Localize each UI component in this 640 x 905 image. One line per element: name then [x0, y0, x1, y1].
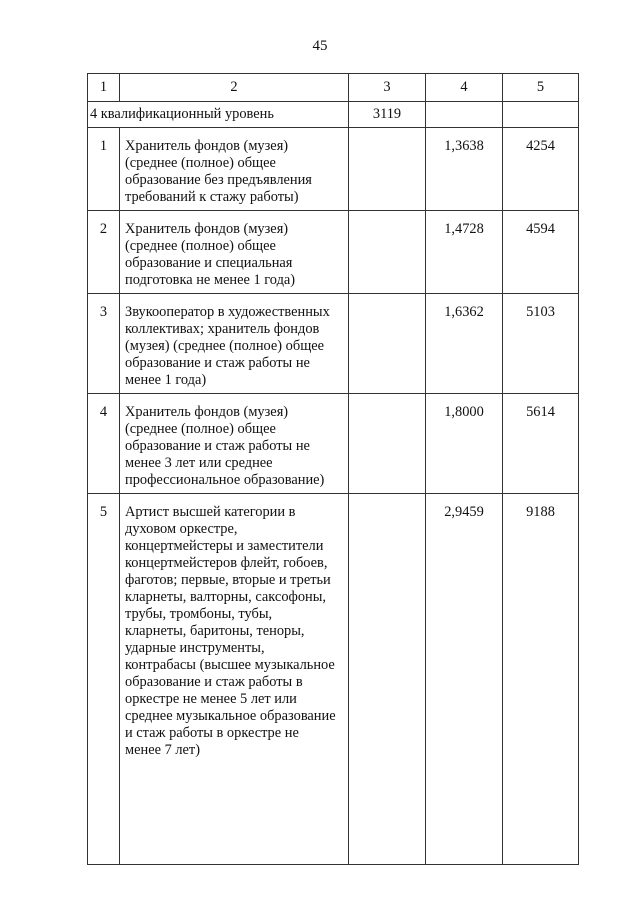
position-description: [120, 211, 349, 294]
code-cell: [349, 494, 426, 865]
description-line: ударные инструменты,: [125, 640, 265, 656]
description-line: (музея) (среднее (полное) общее: [125, 338, 325, 354]
description-line: подготовка не менее 1 года): [125, 272, 296, 288]
page-number: 45: [312, 38, 328, 54]
row-number: 5: [88, 494, 120, 865]
salary-cell: 5614: [503, 394, 579, 494]
empty-cell: [503, 102, 579, 128]
coefficient-cell: 1,6362: [426, 294, 503, 394]
coefficient-cell: 2,9459: [426, 494, 503, 865]
code-cell: [349, 294, 426, 394]
description-line: коллективах; хранитель фондов: [125, 321, 320, 337]
description-line: трубы, тромбоны, тубы,: [125, 606, 273, 622]
row-number: 3: [88, 294, 120, 394]
salary-cell: 5103: [503, 294, 579, 394]
column-header: 2: [120, 74, 349, 102]
position-description: [120, 128, 349, 211]
row-number: 4: [88, 394, 120, 494]
description-line: духовом оркестре,: [125, 521, 238, 537]
description-line: (среднее (полное) общее: [125, 238, 276, 254]
description-line: Хранитель фондов (музея): [125, 138, 289, 154]
description-line: (среднее (полное) общее: [125, 421, 276, 437]
salary-cell: 4594: [503, 211, 579, 294]
column-header: 1: [88, 74, 120, 102]
description-line: менее 3 лет или среднее: [125, 455, 273, 471]
header-row: [88, 74, 579, 102]
position-description: [120, 294, 349, 394]
description-line: оркестре не менее 5 лет или: [125, 691, 297, 707]
description-line: образование и стаж работы не: [125, 438, 310, 454]
description-line: контрабасы (высшее музыкальное: [125, 657, 335, 673]
description-line: образование без предъявления: [125, 172, 312, 188]
salary-table: [87, 73, 579, 865]
position-description: [120, 494, 349, 865]
description-line: концертмейстеров флейт, гобоев,: [125, 555, 328, 571]
empty-cell: [426, 102, 503, 128]
coefficient-cell: 1,8000: [426, 394, 503, 494]
column-header: 3: [349, 74, 426, 102]
description-line: профессиональное образование): [125, 472, 325, 488]
column-header: 4: [426, 74, 503, 102]
description-line: менее 7 лет): [125, 742, 201, 758]
code-cell: [349, 128, 426, 211]
description-line: образование и стаж работы в: [125, 674, 303, 690]
description-line: фаготов; первые, вторые и третьи: [125, 572, 331, 588]
description-line: Хранитель фондов (музея): [125, 404, 289, 420]
code-cell: [349, 211, 426, 294]
column-header: 5: [503, 74, 579, 102]
description-line: требований к стажу работы): [125, 189, 299, 205]
position-description: [120, 394, 349, 494]
description-line: Артист высшей категории в: [125, 504, 296, 520]
table-row: [88, 394, 579, 494]
row-number: 2: [88, 211, 120, 294]
coefficient-cell: 1,4728: [426, 211, 503, 294]
description-line: образование и стаж работы не: [125, 355, 310, 371]
description-line: концертмейстеры и заместители: [125, 538, 324, 554]
description-line: менее 1 года): [125, 372, 207, 388]
row-number: 1: [88, 128, 120, 211]
qualification-level-label: 4 квалификационный уровень: [88, 102, 349, 128]
qualification-level-code: 3119: [349, 102, 426, 128]
code-cell: [349, 394, 426, 494]
qualification-level-row: [88, 102, 579, 128]
description-line: образование и специальная: [125, 255, 293, 271]
coefficient-cell: 1,3638: [426, 128, 503, 211]
description-line: (среднее (полное) общее: [125, 155, 276, 171]
table-row: [88, 211, 579, 294]
salary-cell: 9188: [503, 494, 579, 865]
description-line: кларнеты, валторны, саксофоны,: [125, 589, 327, 605]
description-line: Хранитель фондов (музея): [125, 221, 289, 237]
description-line: кларнеты, баритоны, теноры,: [125, 623, 305, 639]
table-row: [88, 128, 579, 211]
table-row: [88, 294, 579, 394]
description-line: и стаж работы в оркестре не: [125, 725, 299, 741]
table-row: [88, 494, 579, 865]
description-line: Звукооператор в художественных: [125, 304, 330, 320]
description-line: среднее музыкальное образование: [125, 708, 336, 724]
salary-cell: 4254: [503, 128, 579, 211]
